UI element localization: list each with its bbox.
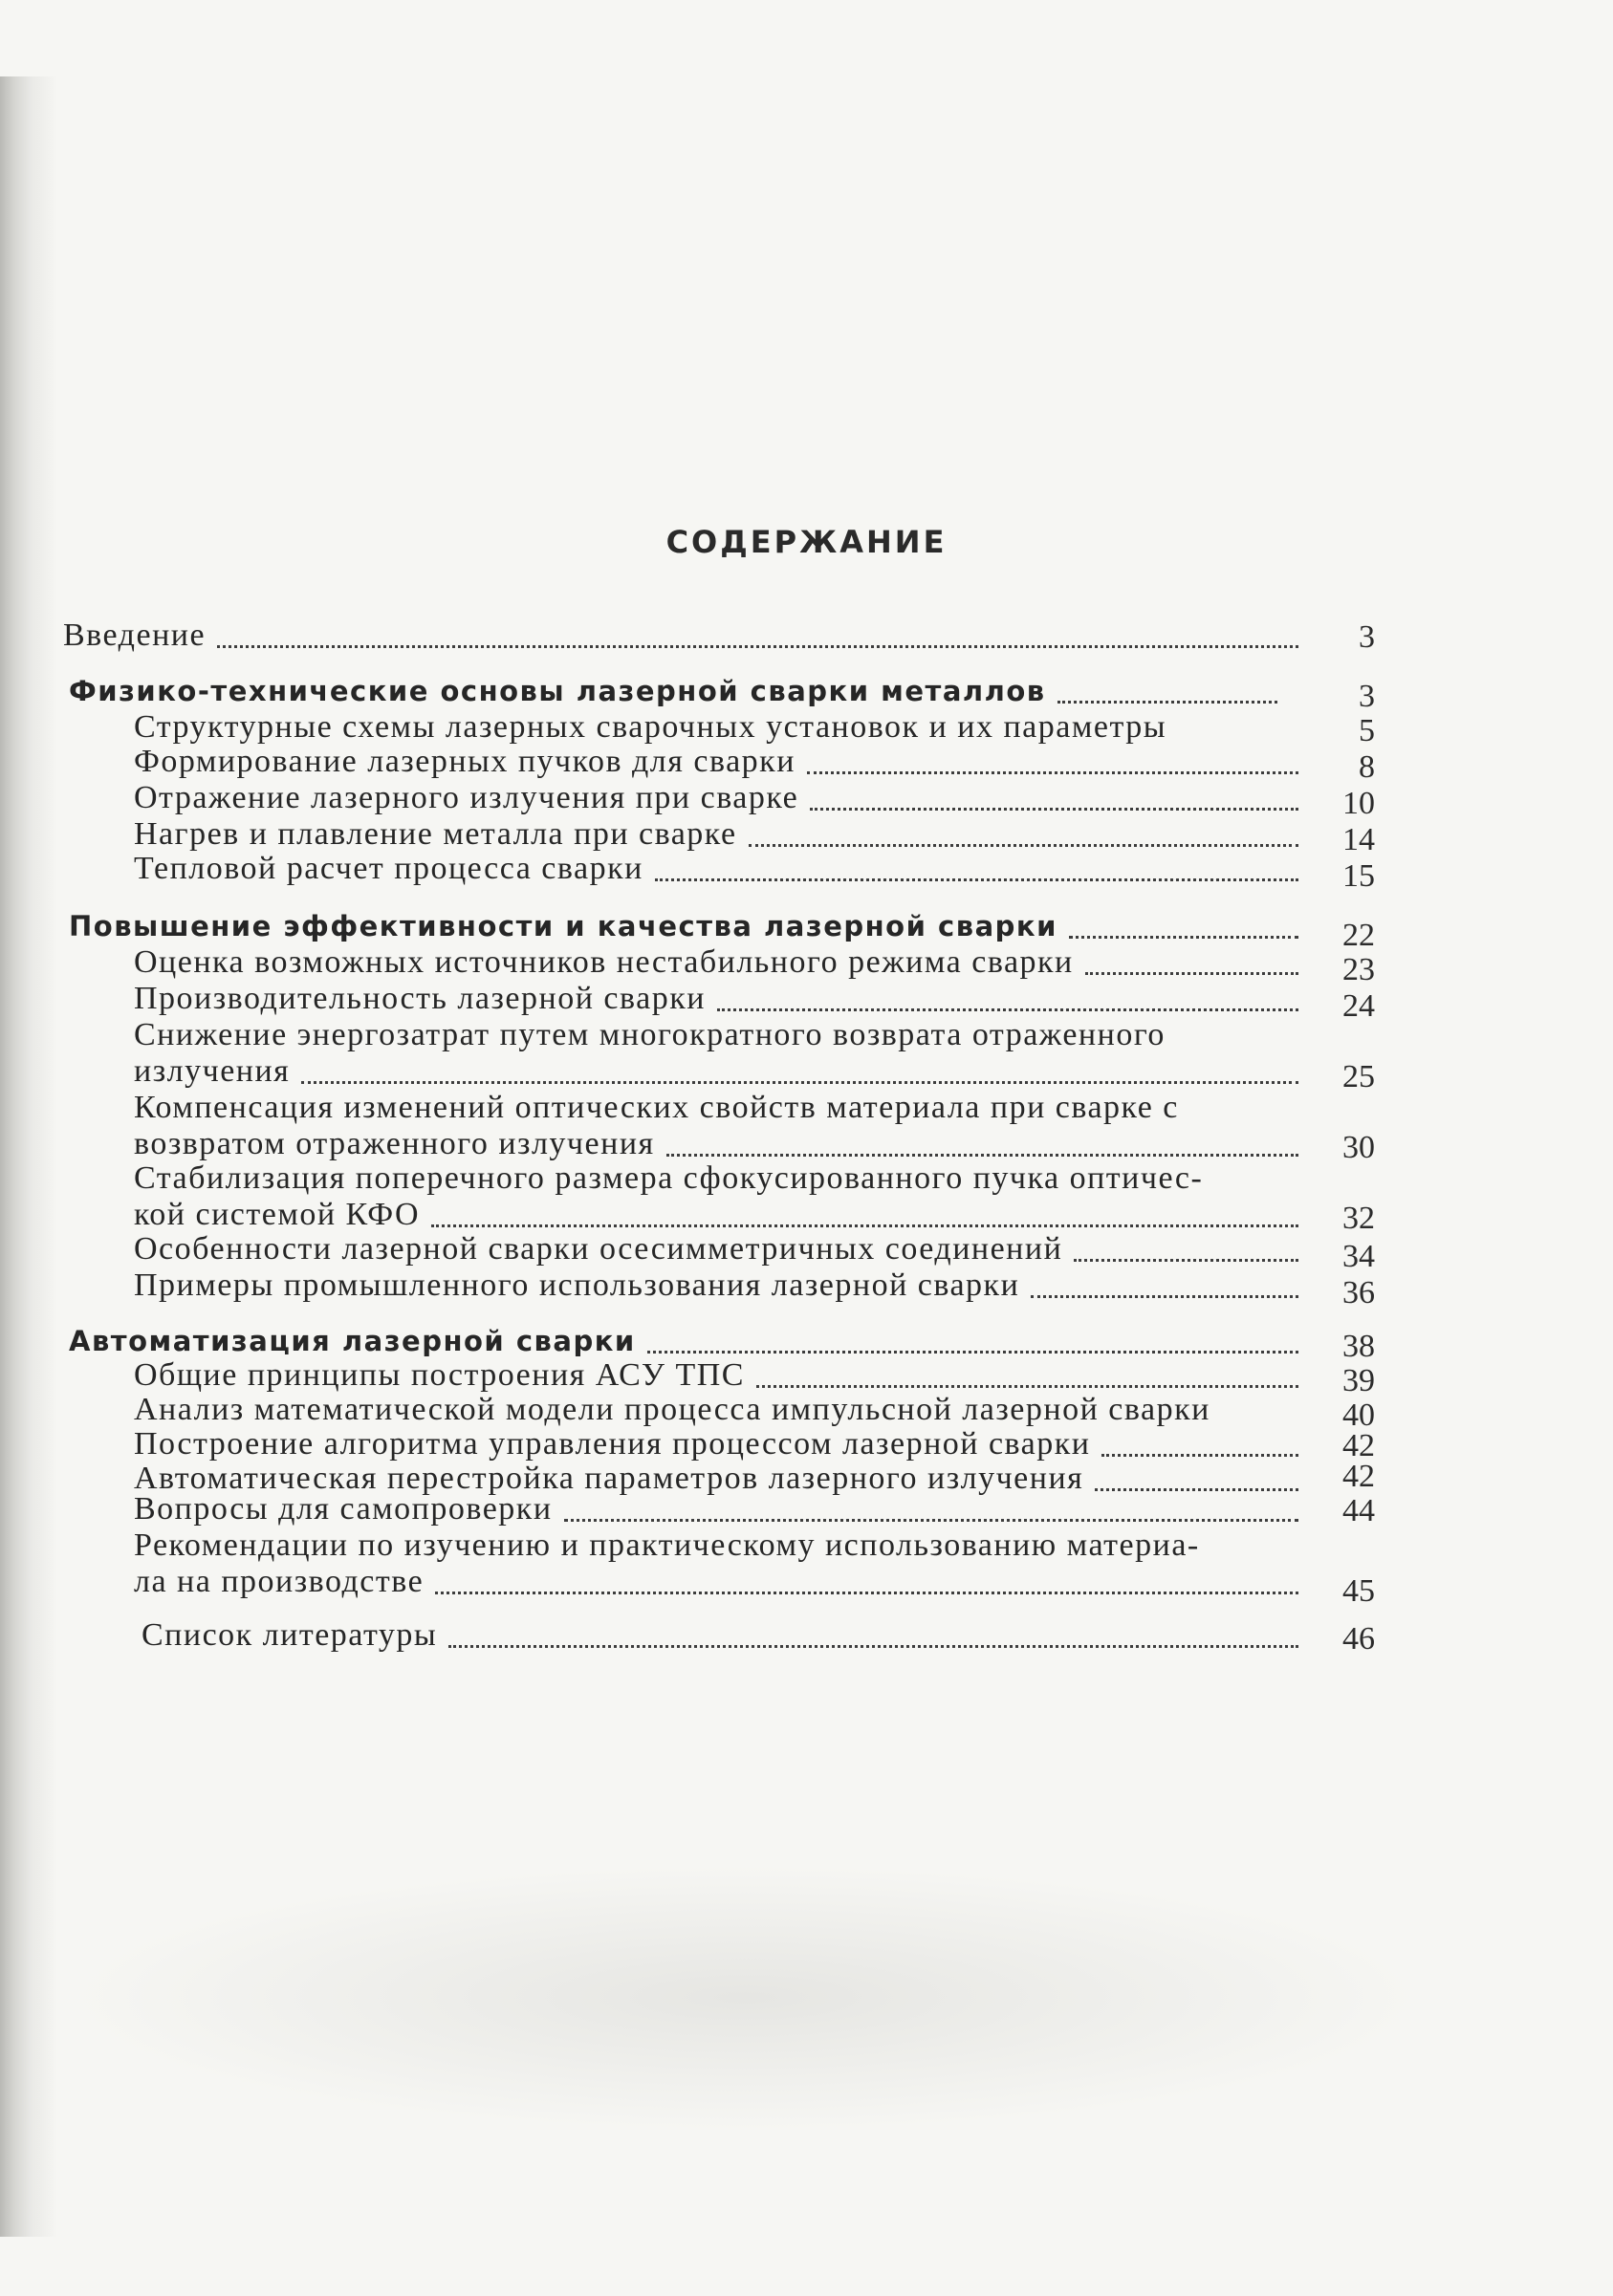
dot-leader [666,1154,1298,1157]
toc-entry[interactable] [134,1392,1308,1428]
toc-entry-label-continued: возвратом отраженного излучения [134,1126,655,1161]
toc-page-number: 25 [1342,1059,1375,1094]
toc-entry[interactable] [134,744,1308,780]
toc-entry-label: Стабилизация поперечного размера сфокусированного пучка оптичес- [134,1160,1204,1196]
toc-page-number: 10 [1342,786,1375,821]
toc-section-automation[interactable] [69,1323,1308,1359]
dot-leader [1101,1454,1298,1457]
toc-entry[interactable] [134,1491,1308,1527]
toc-entry[interactable] [134,816,1308,853]
dot-leader [647,1351,1298,1354]
toc-entry[interactable] [134,1231,1308,1267]
toc-entry-label: Построение алгоритма управления процессом лазерной сварки [134,1426,1091,1462]
dot-leader [655,878,1298,881]
dot-leader [756,1385,1298,1388]
toc-page-number: 15 [1342,858,1375,894]
toc-entry-label-continued: излучения [134,1053,291,1089]
dot-leader [1057,701,1277,704]
toc-entry[interactable] [134,1160,1308,1233]
toc-page-number: 36 [1342,1275,1375,1310]
dot-leader [217,645,1298,648]
toc-section-label: Физико-технические основы лазерной сварки металлов [69,675,1046,707]
dot-leader [717,1008,1298,1011]
toc-page-number: 23 [1342,952,1375,987]
toc-entry[interactable] [134,851,1308,887]
toc-title: СОДЕРЖАНИЕ [665,524,948,560]
toc-entry[interactable] [134,780,1308,816]
dot-leader [564,1519,1298,1522]
toc-page-number: 38 [1342,1329,1375,1364]
toc-entry-label: Примеры промышленного использования лазерной сварки [134,1267,1020,1303]
dot-leader [807,771,1298,774]
toc-page-number: 32 [1342,1201,1375,1236]
toc-entry-label: Компенсация изменений оптических свойств материала при сварке с [134,1090,1179,1125]
toc-entry-label: Особенности лазерной сварки осесимметричных соединений [134,1231,1063,1267]
dot-leader [1069,936,1298,939]
toc-page-number: 34 [1342,1239,1375,1274]
toc-entry[interactable] [134,1267,1308,1304]
toc-entry-label: Общие принципы построения АСУ ТПС [134,1357,745,1393]
toc-entry-introduction[interactable] [63,617,1308,654]
toc-entry-label: Автоматическая перестройка параметров лазерного излучения [134,1461,1084,1496]
toc-page-number: 3 [1359,619,1375,655]
toc-entry-label: Формирование лазерных пучков для сварки [134,744,796,779]
toc-page-number: 44 [1342,1493,1375,1528]
toc-entry-label: Введение [63,617,207,653]
toc-entry-label: Тепловой расчет процесса сварки [134,851,643,886]
toc-page-number: 5 [1359,713,1375,748]
dot-leader [1085,972,1298,975]
toc-entry[interactable] [134,981,1308,1017]
toc-entry-label-continued: кой системой КФО [134,1197,421,1232]
toc-page-number: 46 [1342,1621,1375,1657]
toc-page-number: 30 [1342,1130,1375,1165]
toc-entry[interactable] [134,944,1308,981]
toc-entry[interactable] [134,1090,1308,1162]
toc-page-number: 24 [1342,988,1375,1024]
toc-entry-label-continued: ла на производстве [134,1564,425,1599]
toc-entry[interactable] [134,1527,1308,1600]
toc-page-number: 14 [1342,822,1375,857]
dot-leader [810,808,1298,811]
toc-entry[interactable] [134,709,1308,746]
toc-page-number: 40 [1342,1397,1375,1433]
dot-leader [749,844,1298,847]
dot-leader [1031,1295,1298,1298]
dot-leader [435,1592,1298,1594]
toc-page-number: 3 [1359,679,1375,714]
toc-entry-label: Структурные схемы лазерных сварочных установок и их параметры [134,709,1167,745]
toc-entry[interactable] [134,1017,1308,1090]
toc-entry-label: Список литературы [142,1617,438,1653]
dot-leader [448,1645,1298,1648]
toc-entry[interactable] [134,1426,1308,1462]
toc-section-efficiency[interactable] [69,908,1308,944]
toc-entry-label: Оценка возможных источников нестабильного режима сварки [134,944,1074,980]
toc-section-physics[interactable] [69,673,1287,709]
toc-entry-label: Рекомендации по изучению и практическому использованию материа- [134,1527,1200,1563]
toc-page-number: 42 [1342,1459,1375,1494]
toc-page-number: 39 [1342,1363,1375,1398]
toc-entry-label: Анализ математической модели процесса импульсной лазерной сварки [134,1392,1210,1427]
toc-section-label: Повышение эффективности и качества лазерной сварки [69,910,1057,942]
toc-section-label: Автоматизация лазерной сварки [69,1325,636,1357]
toc-entry-bibliography[interactable] [142,1617,1308,1654]
dot-leader [301,1081,1298,1084]
toc-entry-label: Снижение энергозатрат путем многократного возврата отраженного [134,1017,1166,1052]
toc-entry-label: Вопросы для самопроверки [134,1491,553,1527]
toc-page-number: 45 [1342,1573,1375,1609]
toc-page-number: 8 [1359,749,1375,785]
toc-entry-label: Нагрев и плавление металла при сварке [134,816,737,852]
toc-entry-label: Отражение лазерного излучения при сварке [134,780,799,815]
toc-page-number: 42 [1342,1428,1375,1463]
dot-leader [431,1224,1298,1227]
toc-entry-label: Производительность лазерной сварки [134,981,706,1016]
dot-leader [1074,1259,1298,1262]
toc-entry[interactable] [134,1357,1308,1394]
toc-page-number: 22 [1342,918,1375,953]
